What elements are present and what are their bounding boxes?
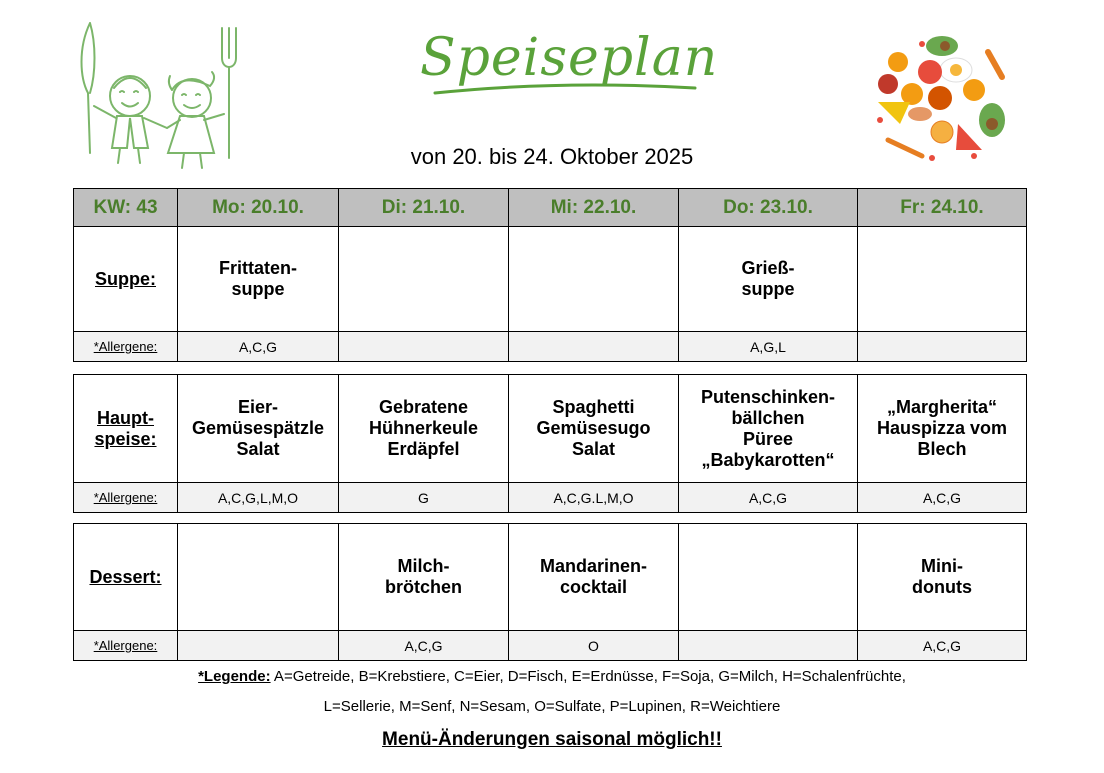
soup-fr bbox=[858, 227, 1027, 332]
dessert-allergen-di: A,C,G bbox=[339, 631, 509, 661]
legend-line-1 bbox=[0, 668, 1104, 685]
soup-mo: Frittaten- suppe bbox=[178, 227, 339, 332]
main-allergen-mi: A,C,G.L,M,O bbox=[509, 483, 679, 513]
day-header-mi: Mi: 22.10. bbox=[509, 189, 679, 227]
dessert-allergen-do bbox=[679, 631, 858, 661]
soup-allergen-fr bbox=[858, 332, 1027, 362]
day-header-di: Di: 21.10. bbox=[339, 189, 509, 227]
soup-allergen-di bbox=[339, 332, 509, 362]
date-range: von 20. bis 24. Oktober 2025 bbox=[410, 144, 694, 169]
soup-allergen-mo: A,C,G bbox=[178, 332, 339, 362]
soup-label: Suppe: bbox=[74, 227, 178, 332]
week-header: KW: 43 bbox=[74, 189, 178, 227]
soup-mi bbox=[509, 227, 679, 332]
main-allergen-label: *Allergene: bbox=[74, 483, 178, 513]
dessert-allergen-fr: A,C,G bbox=[858, 631, 1027, 661]
soup-allergen-do: A,G,L bbox=[679, 332, 858, 362]
soup-do: Grieß- suppe bbox=[679, 227, 858, 332]
legend-key: *Legende: bbox=[198, 668, 271, 685]
dessert-allergen-mo bbox=[178, 631, 339, 661]
day-header-fr: Fr: 24.10. bbox=[858, 189, 1027, 227]
main-allergen-fr: A,C,G bbox=[858, 483, 1027, 513]
main-mi: Spaghetti Gemüsesugo Salat bbox=[509, 375, 679, 483]
main-allergen-mo: A,C,G,L,M,O bbox=[178, 483, 339, 513]
dessert-di: Milch- brötchen bbox=[339, 524, 509, 631]
day-header-do: Do: 23.10. bbox=[679, 189, 858, 227]
dessert-row bbox=[74, 524, 1027, 631]
dessert-fr: Mini- donuts bbox=[858, 524, 1027, 631]
soup-allergen-row bbox=[74, 332, 1027, 362]
soup-row bbox=[74, 227, 1027, 332]
main-fr: „Margherita“ Hauspizza vom Blech bbox=[858, 375, 1027, 483]
dessert-mi: Mandarinen- cocktail bbox=[509, 524, 679, 631]
dessert-allergen-mi: O bbox=[509, 631, 679, 661]
soup-di bbox=[339, 227, 509, 332]
soup-allergen-label: *Allergene: bbox=[74, 332, 178, 362]
day-header-mo: Mo: 20.10. bbox=[178, 189, 339, 227]
dessert-do bbox=[679, 524, 858, 631]
dessert-mo bbox=[178, 524, 339, 631]
page-title: Speiseplan bbox=[420, 28, 719, 88]
main-allergen-di: G bbox=[339, 483, 509, 513]
dessert-allergen-row bbox=[74, 631, 1027, 661]
main-label: Haupt- speise: bbox=[74, 375, 178, 483]
dessert-label: Dessert: bbox=[74, 524, 178, 631]
legend-text-1: A=Getreide, B=Krebstiere, C=Eier, D=Fisch, E=Erdnüsse, F=Soja, G=Milch, H=Schalenfrüchte, bbox=[270, 668, 906, 685]
main-allergen-row bbox=[74, 483, 1027, 513]
legend-line-2: L=Sellerie, M=Senf, N=Sesam, O=Sulfate, P=Lupinen, R=Weichtiere bbox=[323, 698, 781, 715]
dessert-table bbox=[73, 523, 1027, 661]
main-do: Putenschinken- bällchen Püree „Babykarotten“ bbox=[679, 375, 858, 483]
main-di: Gebratene Hühnerkeule Erdäpfel bbox=[339, 375, 509, 483]
seasonal-note: Menü-Änderungen saisonal möglich!! bbox=[382, 729, 722, 750]
main-row bbox=[74, 375, 1027, 483]
header-table bbox=[73, 188, 1027, 362]
soup-allergen-mi bbox=[509, 332, 679, 362]
main-dish-table bbox=[73, 374, 1027, 513]
main-allergen-do: A,C,G bbox=[679, 483, 858, 513]
main-mo: Eier- Gemüsespätzle Salat bbox=[178, 375, 339, 483]
dessert-allergen-label: *Allergene: bbox=[74, 631, 178, 661]
title-block bbox=[410, 18, 719, 108]
